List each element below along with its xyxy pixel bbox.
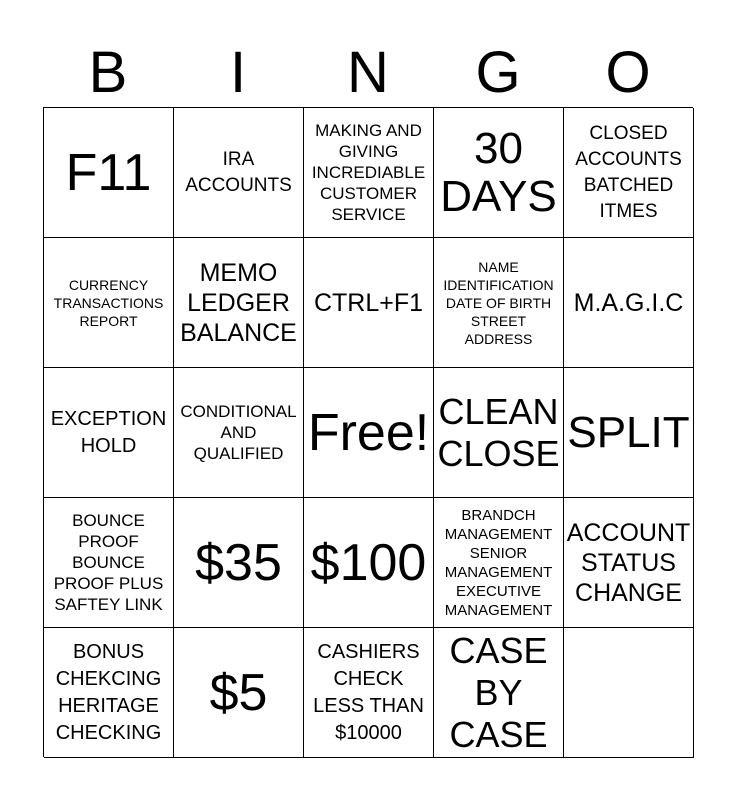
bingo-cell-r1c1[interactable]: [44, 108, 174, 238]
bingo-cell-r3c2[interactable]: [174, 368, 304, 498]
cell-text: CLEAN CLOSE: [437, 390, 560, 474]
cell-text: $100: [310, 533, 427, 592]
free-space: Free!: [307, 403, 430, 462]
cell-text: BONUS CHEKCING HERITAGE CHECKING: [55, 640, 162, 744]
bingo-cell-r1c2[interactable]: [174, 108, 304, 238]
header-letter-g: G: [475, 40, 521, 105]
bingo-cell-r2c1[interactable]: [44, 238, 174, 368]
bingo-card-grid: [43, 107, 693, 757]
bingo-cell-r3c4[interactable]: [434, 368, 564, 498]
bingo-cell-r5c3[interactable]: [304, 628, 434, 758]
header-letter-n: N: [347, 40, 389, 105]
bingo-cell-r1c3[interactable]: [304, 108, 434, 238]
bingo-cell-r4c4[interactable]: [434, 498, 564, 628]
cell-text: NAME IDENTIFICATION DATE OF BIRTH STREET ADDRESS: [443, 258, 554, 347]
cell-text: ACCOUNT STATUS CHANGE: [566, 518, 691, 607]
bingo-cell-r5c4[interactable]: [434, 628, 564, 758]
cell-text: CLOSED ACCOUNTS BATCHED ITMES: [575, 122, 682, 222]
cell-text: CURRENCY TRANSACTIONS REPORT: [53, 276, 164, 329]
bingo-cell-r1c4[interactable]: [434, 108, 564, 238]
bingo-cell-r5c5[interactable]: [564, 628, 694, 758]
header-letter-b: B: [88, 40, 128, 105]
bingo-cell-r2c4[interactable]: [434, 238, 564, 368]
cell-text: CONDITIONAL AND QUALIFIED: [180, 402, 297, 463]
bingo-cell-r4c5[interactable]: [564, 498, 694, 628]
bingo-cell-r1c5[interactable]: [564, 108, 694, 238]
bingo-cell-r3c3[interactable]: [304, 368, 434, 498]
bingo-cell-r3c5[interactable]: [564, 368, 694, 498]
bingo-cell-r5c2[interactable]: [174, 628, 304, 758]
cell-text: SPLIT: [567, 407, 690, 457]
cell-text: CTRL+F1: [313, 288, 424, 317]
cell-text: BOUNCE PROOF BOUNCE PROOF PLUS SAFTEY LINK: [53, 511, 164, 614]
cell-text: BRANDCH MANAGEMENT SENIOR MANAGEMENT EXECUTIVE MANAGEMENT: [444, 506, 553, 619]
bingo-header: [43, 40, 693, 106]
bingo-cell-r5c1[interactable]: [44, 628, 174, 758]
cell-text: 30 DAYS: [440, 123, 557, 221]
bingo-cell-r4c2[interactable]: [174, 498, 304, 628]
cell-text: $5: [209, 663, 268, 722]
bingo-cell-r2c3[interactable]: [304, 238, 434, 368]
cell-text: EXCEPTION HOLD: [50, 407, 167, 457]
bingo-cell-r2c5[interactable]: [564, 238, 694, 368]
cell-text: CASHIERS CHECK LESS THAN $10000: [313, 640, 424, 744]
bingo-cell-r3c1[interactable]: [44, 368, 174, 498]
bingo-cell-r4c1[interactable]: [44, 498, 174, 628]
header-letter-o: O: [605, 40, 651, 105]
cell-text: M.A.G.I.C: [573, 288, 684, 317]
cell-text: F11: [65, 143, 152, 202]
cell-text: CASE BY CASE: [449, 629, 548, 755]
bingo-cell-r2c2[interactable]: [174, 238, 304, 368]
header-letter-i: I: [229, 40, 247, 105]
cell-text: MAKING AND GIVING INCREDIABLE CUSTOMER SERVICE: [311, 121, 426, 224]
cell-text: $35: [195, 533, 282, 592]
bingo-cell-r4c3[interactable]: [304, 498, 434, 628]
cell-text: MEMO LEDGER BALANCE: [180, 258, 297, 347]
cell-text: IRA ACCOUNTS: [185, 148, 292, 196]
